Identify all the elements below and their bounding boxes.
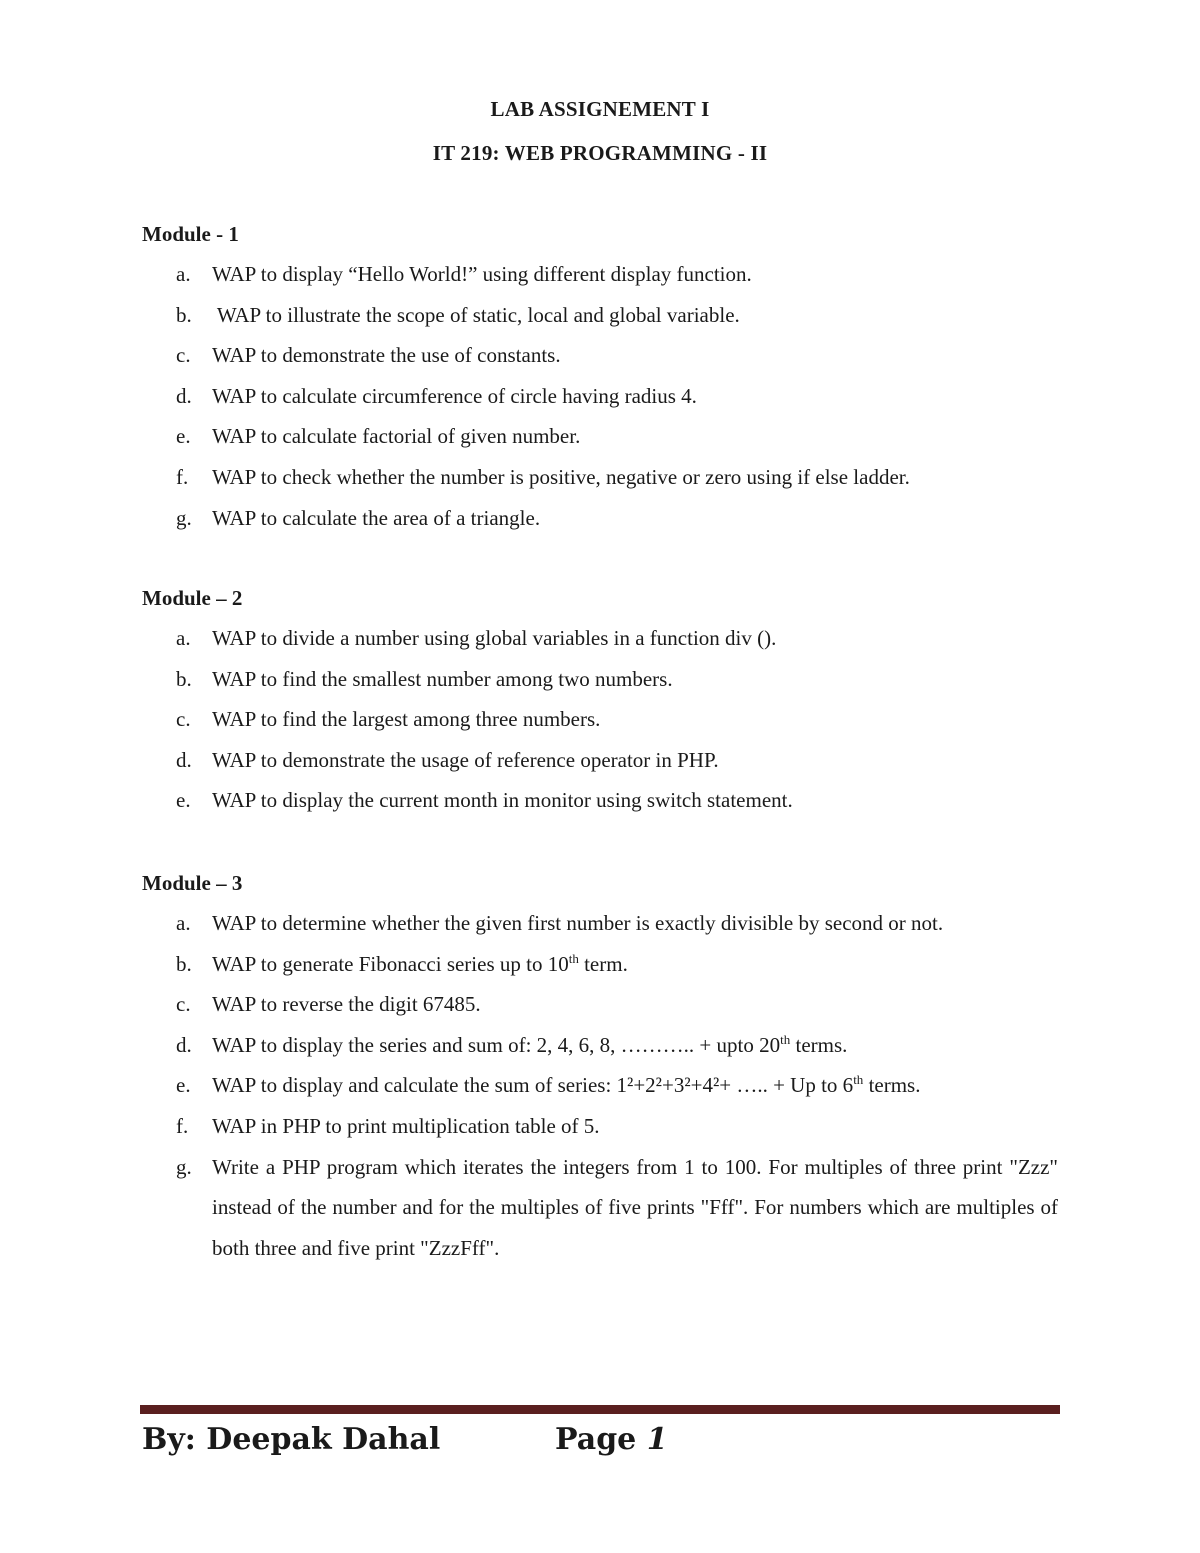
document-title: LAB ASSIGNEMENT I [490, 97, 710, 121]
list-item [142, 295, 1082, 336]
list-item-text: WAP to check whether the number is positive, negative or zero using if else ladder. [212, 464, 910, 489]
module-heading: Module – 2 [142, 586, 243, 610]
list-item-text-end: terms. [863, 1073, 921, 1098]
list-item [142, 659, 1082, 700]
list-item-text: WAP to display the current month in monitor using switch statement. [212, 788, 793, 813]
module-3-section [142, 863, 1082, 1268]
ordinal-superscript: th [568, 950, 579, 966]
list-item [142, 254, 1082, 295]
list-item [142, 1106, 1082, 1147]
list-item [142, 1147, 1058, 1269]
list-marker: c. [176, 992, 191, 1017]
list-item-text: WAP in PHP to print multiplication table of 5. [212, 1113, 600, 1138]
list-marker: f. [176, 464, 189, 489]
list-marker: f. [176, 1113, 189, 1138]
list-marker: e. [176, 1073, 191, 1098]
list-marker: a. [176, 911, 191, 935]
list-item-text: WAP to reverse the digit 67485. [212, 992, 481, 1017]
list-marker: e. [176, 424, 191, 449]
list-item-text: WAP to find the smallest number among two numbers. [212, 666, 673, 691]
list-item-text: WAP to divide a number using global variables in a function div (). [212, 626, 777, 650]
list-item-text: Write a PHP program which iterates the integers from 1 to 100. For multiples of three print "Zzz" instead of the number and for the multiples of five prints "Fff". For numbers which are multiples of both three and five print "ZzzFff". [212, 1154, 1058, 1260]
list-item-text: WAP to find the largest among three numbers. [212, 707, 601, 732]
list-item-text: WAP to calculate circumference of circle having radius 4. [212, 383, 697, 408]
list-marker: e. [176, 788, 191, 813]
list-item-text: WAP to calculate the area of a triangle. [212, 505, 541, 530]
ordinal-superscript: th [780, 1031, 791, 1047]
list-item [142, 1065, 1082, 1106]
list-marker: a. [176, 262, 191, 286]
page-label: Page [555, 1422, 637, 1457]
page-number: 1 [646, 1422, 668, 1457]
list-item-text: WAP to generate Fibonacci series up to 10 [212, 951, 569, 976]
list-item-text-end: term. [578, 951, 628, 976]
list-item-text: WAP to illustrate the scope of static, local and global variable. [212, 302, 740, 327]
list-marker: d. [176, 383, 192, 408]
list-item-text: WAP to demonstrate the usage of reference operator in PHP. [212, 747, 719, 772]
list-marker: b. [176, 951, 192, 976]
list-marker: c. [176, 707, 191, 732]
list-item [142, 498, 1082, 539]
list-marker: d. [176, 1032, 192, 1057]
list-item-text: WAP to calculate factorial of given number. [212, 424, 581, 449]
list-item-text: WAP to display and calculate the sum of series: 1²+2²+3²+4²+ ….. + Up to 6 [212, 1073, 854, 1098]
list-item-text: WAP to determine whether the given first number is exactly divisible by second or not. [212, 911, 944, 935]
list-item [142, 699, 1082, 740]
module-heading: Module - 1 [142, 222, 239, 246]
list-marker: g. [176, 505, 192, 530]
list-item [142, 1025, 1082, 1066]
list-item [142, 903, 1082, 944]
list-item-text-end: terms. [790, 1032, 848, 1057]
footer-author: By: Deepak Dahal [142, 1422, 441, 1457]
module-1-section [142, 214, 1082, 538]
module-heading: Module – 3 [142, 871, 243, 895]
list-item [142, 335, 1082, 376]
list-item [142, 416, 1082, 457]
list-item [142, 780, 1082, 821]
course-title: IT 219: WEB PROGRAMMING - II [432, 141, 768, 165]
ordinal-superscript: th [853, 1072, 864, 1088]
footer-page-number [555, 1418, 668, 1462]
list-item [142, 457, 1082, 498]
module-2-section [142, 578, 1082, 821]
list-marker: a. [176, 626, 191, 650]
list-item [142, 740, 1082, 781]
list-item [142, 376, 1082, 417]
list-item-text: WAP to display the series and sum of: 2, 4, 6, 8, ……….. + upto 20 [212, 1032, 781, 1057]
list-marker: c. [176, 343, 191, 368]
list-marker: g. [176, 1154, 192, 1179]
list-item [142, 944, 1082, 985]
list-marker: b. [176, 666, 192, 691]
list-marker: b. [176, 302, 192, 327]
list-item-text: WAP to demonstrate the use of constants. [212, 343, 561, 368]
list-marker: d. [176, 747, 192, 772]
footer-divider [140, 1405, 1060, 1414]
list-item-text: WAP to display “Hello World!” using different display function. [212, 262, 752, 286]
list-item [142, 984, 1082, 1025]
list-item [142, 618, 1082, 659]
